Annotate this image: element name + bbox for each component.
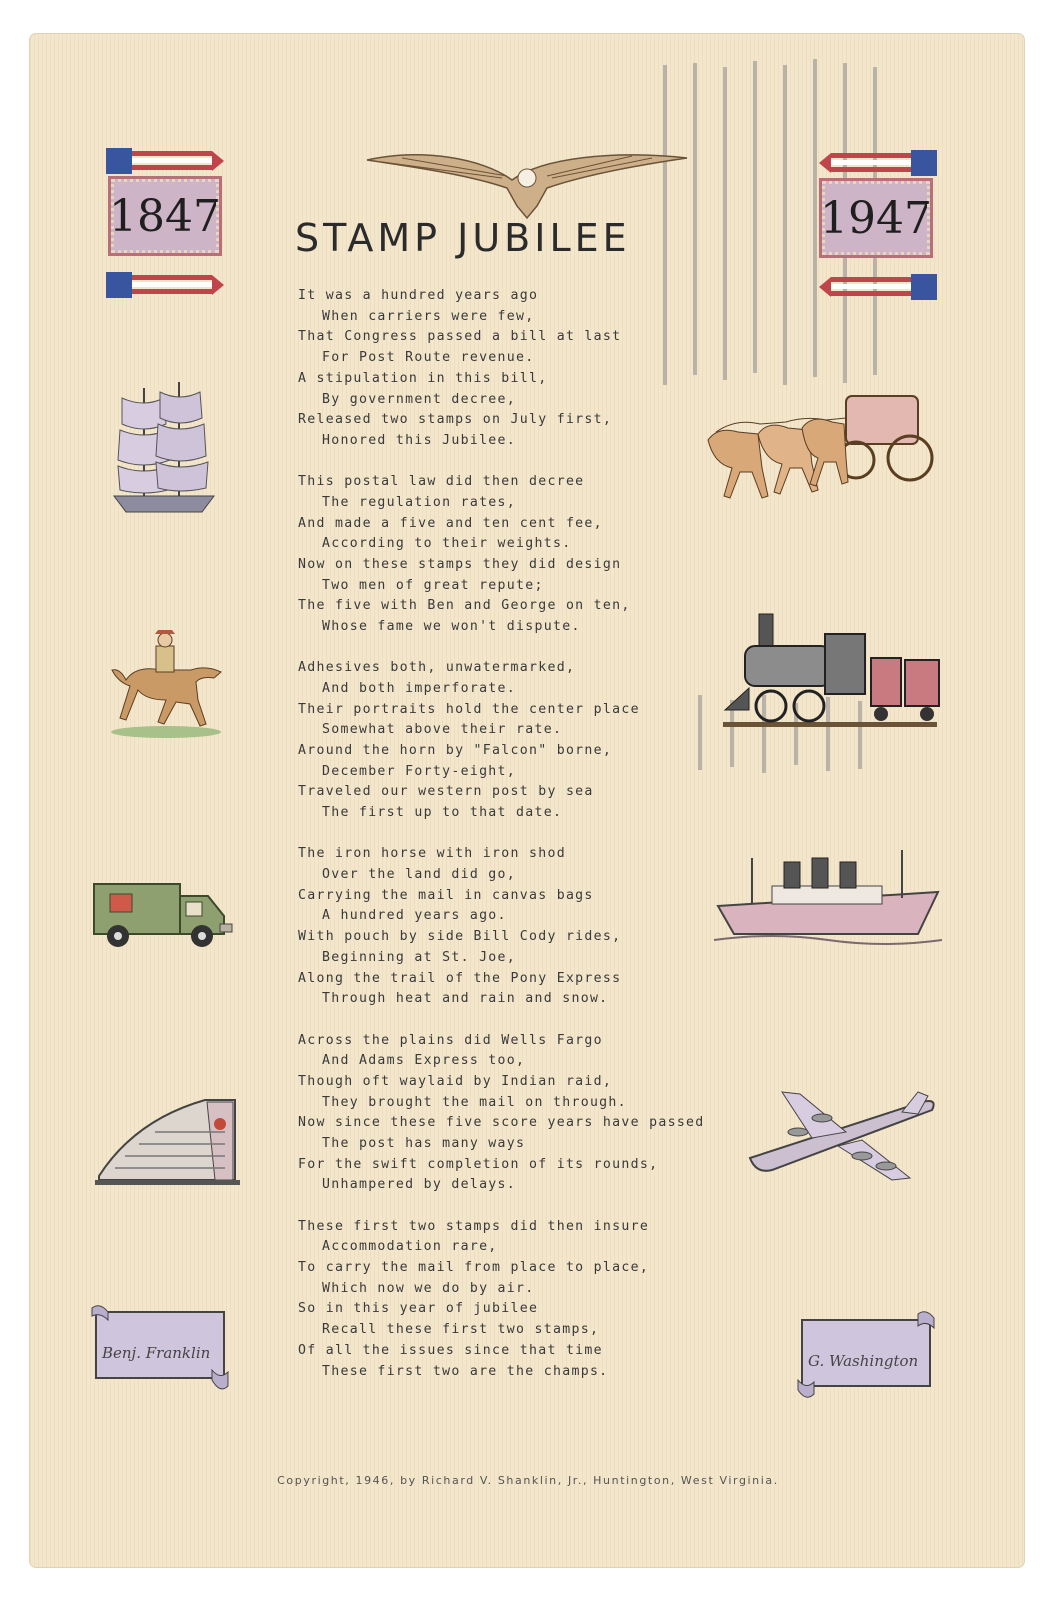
airplane-icon	[742, 1088, 942, 1184]
stagecoach-icon	[696, 378, 942, 510]
poem-line: A stipulation in this bill,	[298, 370, 548, 386]
poem-line: According to their weights.	[322, 536, 572, 552]
poem-line: Their portraits hold the center place	[298, 701, 640, 717]
poem-line: A hundred years ago.	[322, 908, 507, 924]
eagle-icon	[362, 148, 692, 223]
mail-truck-icon	[90, 878, 235, 954]
year-stamp-right	[815, 150, 939, 300]
poem-line: To carry the mail from place to place,	[298, 1260, 650, 1276]
poem-line: The post has many ways	[322, 1136, 526, 1152]
poem-line: And made a five and ten cent fee,	[298, 515, 603, 531]
flag-ribbon-icon	[106, 272, 226, 298]
poem-line: The five with Ben and George on ten,	[298, 598, 631, 614]
poem-line: Honored this Jubilee.	[322, 432, 517, 448]
poem-line: Somewhat above their rate.	[322, 722, 563, 738]
poem-line: Carrying the mail in canvas bags	[298, 887, 594, 903]
flag-ribbon-icon	[106, 148, 226, 174]
steam-locomotive-icon	[715, 612, 945, 732]
year-stamp-left	[104, 148, 228, 298]
poem-line: Recall these first two stamps,	[322, 1322, 600, 1338]
poem-line: It was a hundred years ago	[298, 288, 539, 303]
poem-line: Over the land did go,	[322, 867, 517, 883]
copyright-notice: Copyright, 1946, by Richard V. Shanklin, Jr., Huntington, West Virginia.	[277, 1474, 779, 1487]
poem-line: For the swift completion of its rounds,	[298, 1156, 659, 1172]
poem-line: Two men of great repute;	[322, 577, 544, 593]
poem-line: Beginning at St. Joe,	[322, 949, 517, 965]
poem-line: And Adams Express too,	[322, 1053, 526, 1069]
poem-line: Adhesives both, unwatermarked,	[298, 660, 576, 676]
year-label-right: 1947	[819, 178, 933, 258]
poem-line: These first two are the champs.	[322, 1363, 609, 1379]
poem-line: Along the trail of the Pony Express	[298, 970, 622, 986]
poem-line: Accommodation rare,	[322, 1239, 498, 1255]
poem-line: They brought the mail on through.	[322, 1094, 627, 1110]
poem-line: Now since these five score years have passed	[298, 1115, 705, 1131]
poem-line: When carriers were few,	[322, 308, 535, 324]
poem-stanza	[298, 844, 768, 1010]
poem-line: By government decree,	[322, 391, 517, 407]
poem-line: Released two stamps on July first,	[298, 412, 613, 428]
poem-stanza	[298, 658, 768, 824]
streamliner-train-icon	[95, 1090, 245, 1190]
poem-line: Of all the issues since that time	[298, 1342, 603, 1358]
poem-line: With pouch by side Bill Cody rides,	[298, 929, 622, 945]
signature-franklin: Benj. Franklin	[102, 1344, 211, 1362]
poem-line: Around the horn by "Falcon" borne,	[298, 743, 613, 759]
poem-line: This postal law did then decree	[298, 474, 585, 490]
poem-stanza	[298, 1217, 768, 1383]
poem-line: These first two stamps did then insure	[298, 1218, 650, 1234]
poem-line: Now on these stamps they did design	[298, 556, 622, 572]
poem-line: Across the plains did Wells Fargo	[298, 1032, 603, 1048]
poem-line: The iron horse with iron shod	[298, 846, 566, 862]
poem-line: Through heat and rain and snow.	[322, 991, 609, 1007]
poem-line: So in this year of jubilee	[298, 1301, 539, 1317]
poem-line: And both imperforate.	[322, 680, 517, 696]
poem-line: That Congress passed a bill at last	[298, 329, 622, 345]
poem-line: December Forty-eight,	[322, 763, 517, 779]
poem-stanza	[298, 1031, 768, 1197]
poem-line: Traveled our western post by sea	[298, 784, 594, 800]
pony-express-rider-icon	[106, 620, 231, 740]
poem-line: The first up to that date.	[322, 805, 563, 821]
sailing-ship-icon	[104, 378, 224, 518]
flag-ribbon-icon	[817, 150, 937, 176]
poem-line: For Post Route revenue.	[322, 350, 535, 366]
poem-line: Which now we do by air.	[322, 1280, 535, 1296]
poem-line: Whose fame we won't dispute.	[322, 619, 581, 635]
ocean-liner-icon	[712, 848, 944, 954]
poem-line: Unhampered by delays.	[322, 1177, 517, 1193]
page-title: STAMP JUBILEE	[295, 216, 631, 260]
poem-line: Though oft waylaid by Indian raid,	[298, 1073, 613, 1089]
flag-ribbon-icon	[817, 274, 937, 300]
signature-washington: G. Washington	[808, 1352, 919, 1370]
year-label-left: 1847	[108, 176, 222, 256]
poem-line: The regulation rates,	[322, 494, 517, 510]
